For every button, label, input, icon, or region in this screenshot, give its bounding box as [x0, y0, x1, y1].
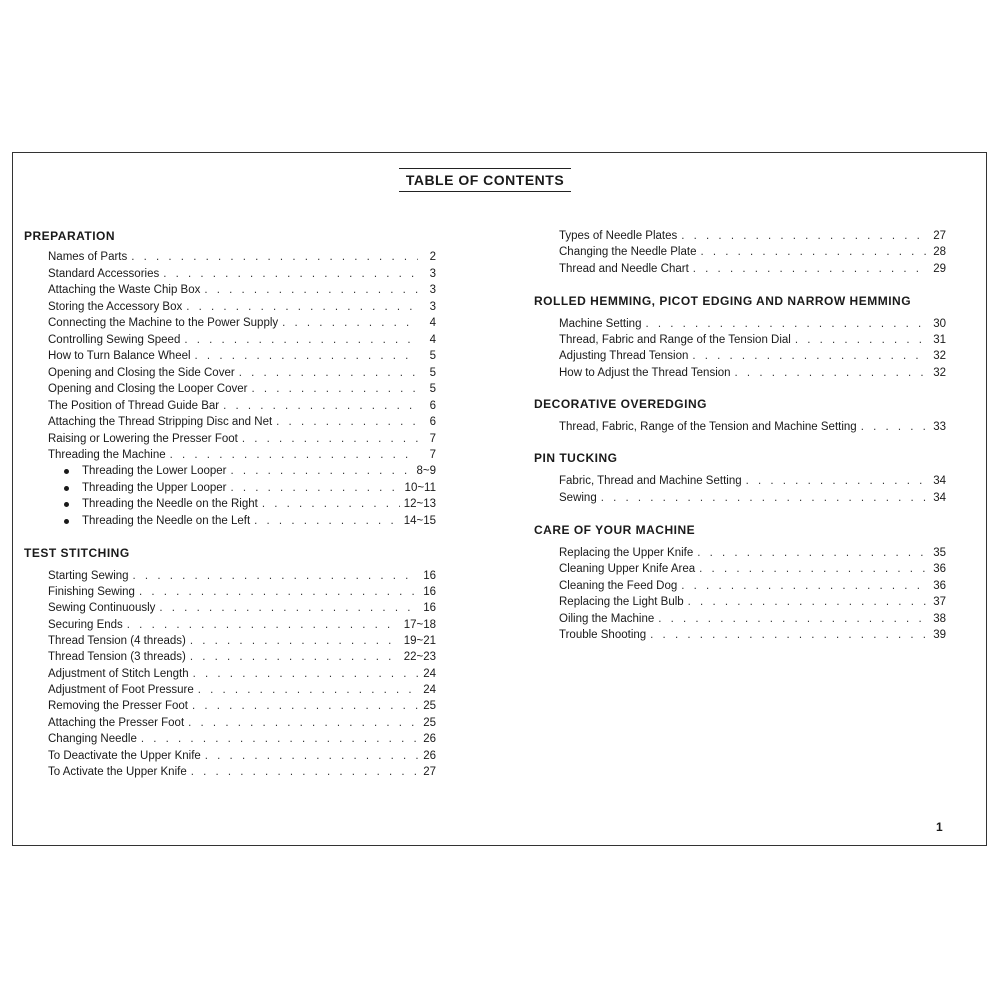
toc-entry	[48, 568, 436, 584]
entry-label: Opening and Closing the Side Cover	[48, 367, 235, 379]
toc-entry	[48, 332, 436, 348]
entry-label: Sewing	[559, 492, 597, 504]
entry-page: 3	[429, 284, 436, 296]
toc-entry	[48, 666, 436, 682]
entry-label: Oiling the Machine	[559, 613, 655, 625]
dot-leader	[645, 316, 928, 332]
entry-label: Connecting the Machine to the Power Supply	[48, 317, 279, 329]
entry-label: Changing the Needle Plate	[559, 246, 697, 258]
toc-entry	[82, 496, 436, 512]
toc-entry	[48, 764, 436, 780]
dot-leader	[746, 473, 928, 489]
dot-leader	[204, 282, 418, 298]
entry-label: How to Turn Balance Wheel	[48, 350, 191, 362]
bullet-icon	[64, 519, 69, 524]
dot-leader	[688, 594, 928, 610]
dot-leader	[650, 627, 928, 643]
dot-leader	[195, 348, 418, 364]
entry-page: 12~13	[403, 498, 436, 510]
toc-entry	[559, 473, 946, 489]
dot-leader	[141, 731, 418, 747]
section-heading-pin-tucking: PIN TUCKING	[534, 451, 618, 465]
entry-page: 28	[933, 246, 946, 258]
entry-page: 6	[429, 400, 436, 412]
entry-label: How to Adjust the Thread Tension	[559, 367, 731, 379]
entry-label: Securing Ends	[48, 619, 123, 631]
bullet-icon	[64, 469, 69, 474]
entry-page: 34	[933, 475, 946, 487]
dot-leader	[188, 715, 418, 731]
entry-label: Attaching the Presser Foot	[48, 717, 185, 729]
toc-entry	[48, 414, 436, 430]
toc-entry	[48, 398, 436, 414]
entry-page: 39	[933, 629, 946, 641]
entry-page: 6	[429, 416, 436, 428]
toc-entry	[559, 594, 946, 610]
toc-entry	[82, 513, 436, 529]
dot-leader	[861, 419, 928, 435]
dot-leader	[681, 578, 928, 594]
dot-leader	[658, 611, 928, 627]
section-heading-rolled-hemming: ROLLED HEMMING, PICOT EDGING AND NARROW HEMMING	[534, 294, 912, 308]
toc-entry	[48, 731, 436, 747]
entry-page: 7	[429, 449, 436, 461]
dot-leader	[231, 480, 401, 496]
dot-leader	[795, 332, 928, 348]
entry-page: 31	[933, 334, 946, 346]
entry-label: Opening and Closing the Looper Cover	[48, 383, 248, 395]
entry-label: Starting Sewing	[48, 570, 129, 582]
toc-entry	[559, 419, 946, 435]
entry-label: Cleaning the Feed Dog	[559, 580, 678, 592]
dot-leader	[127, 617, 400, 633]
dot-leader	[276, 414, 418, 430]
entry-page: 36	[933, 563, 946, 575]
dot-leader	[735, 365, 928, 381]
bullet-icon	[64, 486, 69, 491]
entry-page: 10~11	[404, 482, 436, 494]
toc-entry	[559, 627, 946, 643]
entry-label: Types of Needle Plates	[559, 230, 678, 242]
entry-label: Replacing the Light Bulb	[559, 596, 684, 608]
dot-leader	[601, 490, 928, 506]
dot-leader	[693, 261, 928, 277]
entry-label: Raising or Lowering the Presser Foot	[48, 433, 238, 445]
entry-label: The Position of Thread Guide Bar	[48, 400, 220, 412]
dot-leader	[191, 764, 418, 780]
dot-leader	[282, 315, 418, 331]
entry-label: Adjustment of Stitch Length	[48, 668, 189, 680]
section-heading-preparation: PREPARATION	[24, 229, 116, 243]
dot-leader	[190, 633, 400, 649]
toc-entry	[559, 244, 946, 260]
toc-entry	[48, 299, 436, 315]
entry-page: 22~23	[403, 651, 436, 663]
page-number: 1	[936, 820, 943, 834]
entry-label: Threading the Needle on the Left	[82, 515, 251, 527]
toc-entry	[48, 348, 436, 364]
toc-entry	[48, 682, 436, 698]
entry-label: Threading the Machine	[48, 449, 166, 461]
dot-leader	[223, 398, 418, 414]
toc-entry	[559, 261, 946, 277]
toc-entry	[48, 431, 436, 447]
dot-leader	[205, 748, 418, 764]
toc-entry	[48, 617, 436, 633]
toc-entry	[48, 381, 436, 397]
entry-page: 24	[423, 684, 436, 696]
section-heading-decorative-overedging: DECORATIVE OVEREDGING	[534, 397, 707, 411]
dot-leader	[170, 447, 418, 463]
entry-page: 8~9	[416, 465, 436, 477]
entry-page: 32	[933, 350, 946, 362]
entry-page: 38	[933, 613, 946, 625]
entry-page: 24	[423, 668, 436, 680]
entry-label: Thread, Fabric, Range of the Tension and Machine Setting	[559, 421, 857, 433]
bullet-icon	[64, 502, 69, 507]
toc-entry	[48, 315, 436, 331]
entry-page: 7	[429, 433, 436, 445]
page-title: TABLE OF CONTENTS	[399, 168, 571, 192]
entry-label: Attaching the Thread Stripping Disc and Net	[48, 416, 273, 428]
dot-leader	[700, 244, 928, 260]
entry-label: Cleaning Upper Knife Area	[559, 563, 696, 575]
dot-leader	[131, 249, 418, 265]
entry-label: Standard Accessories	[48, 268, 160, 280]
section-heading-care: CARE OF YOUR MACHINE	[534, 523, 696, 537]
entry-page: 3	[429, 301, 436, 313]
toc-entry	[48, 584, 436, 600]
entry-page: 5	[429, 350, 436, 362]
toc-entry	[559, 316, 946, 332]
entry-page: 27	[423, 766, 436, 778]
entry-label: Changing Needle	[48, 733, 137, 745]
dot-leader	[254, 513, 400, 529]
dot-leader	[251, 381, 418, 397]
toc-entry	[48, 649, 436, 665]
toc-entry	[559, 578, 946, 594]
dot-leader	[133, 568, 418, 584]
entry-label: Storing the Accessory Box	[48, 301, 183, 313]
section-heading-test-stitching: TEST STITCHING	[24, 546, 130, 560]
toc-entry	[48, 282, 436, 298]
entry-label: Names of Parts	[48, 251, 128, 263]
dot-leader	[699, 561, 928, 577]
dot-leader	[242, 431, 418, 447]
entry-label: Fabric, Thread and Machine Setting	[559, 475, 742, 487]
entry-page: 19~21	[403, 635, 436, 647]
entry-page: 26	[423, 750, 436, 762]
entry-page: 36	[933, 580, 946, 592]
entry-label: Thread and Needle Chart	[559, 263, 689, 275]
entry-page: 27	[933, 230, 946, 242]
dot-leader	[192, 698, 418, 714]
entry-label: Replacing the Upper Knife	[559, 547, 694, 559]
dot-leader	[190, 649, 400, 665]
entry-page: 4	[429, 317, 436, 329]
toc-entry	[559, 348, 946, 364]
toc-entry	[48, 365, 436, 381]
entry-page: 29	[933, 263, 946, 275]
entry-label: Sewing Continuously	[48, 602, 156, 614]
entry-label: Adjusting Thread Tension	[559, 350, 689, 362]
entry-page: 16	[423, 602, 436, 614]
toc-entry	[48, 698, 436, 714]
toc-entry	[559, 490, 946, 506]
entry-label: Controlling Sewing Speed	[48, 334, 181, 346]
toc-entry	[559, 332, 946, 348]
dot-leader	[193, 666, 418, 682]
dot-leader	[139, 584, 418, 600]
toc-entry	[559, 611, 946, 627]
entry-page: 33	[933, 421, 946, 433]
entry-page: 26	[423, 733, 436, 745]
entry-label: Thread Tension (3 threads)	[48, 651, 186, 663]
entry-label: Threading the Needle on the Right	[82, 498, 258, 510]
entry-page: 17~18	[403, 619, 436, 631]
entry-page: 25	[423, 700, 436, 712]
entry-page: 35	[933, 547, 946, 559]
entry-page: 32	[933, 367, 946, 379]
entry-page: 25	[423, 717, 436, 729]
entry-page: 16	[423, 570, 436, 582]
entry-label: Trouble Shooting	[559, 629, 647, 641]
toc-entry	[48, 600, 436, 616]
entry-label: Threading the Upper Looper	[82, 482, 227, 494]
entry-page: 14~15	[403, 515, 436, 527]
entry-page: 30	[933, 318, 946, 330]
entry-page: 16	[423, 586, 436, 598]
entry-page: 3	[429, 268, 436, 280]
dot-leader	[239, 365, 418, 381]
toc-entry	[559, 545, 946, 561]
toc-entry	[48, 633, 436, 649]
entry-label: Attaching the Waste Chip Box	[48, 284, 201, 296]
entry-label: Threading the Lower Looper	[82, 465, 227, 477]
entry-label: Finishing Sewing	[48, 586, 135, 598]
toc-entry	[559, 365, 946, 381]
entry-page: 2	[429, 251, 436, 263]
dot-leader	[231, 463, 413, 479]
entry-label: To Activate the Upper Knife	[48, 766, 187, 778]
dot-leader	[198, 682, 418, 698]
dot-leader	[159, 600, 418, 616]
dot-leader	[692, 348, 928, 364]
dot-leader	[697, 545, 928, 561]
entry-page: 5	[429, 367, 436, 379]
entry-label: To Deactivate the Upper Knife	[48, 750, 201, 762]
toc-entry	[559, 561, 946, 577]
toc-entry	[48, 266, 436, 282]
entry-page: 5	[429, 383, 436, 395]
dot-leader	[262, 496, 400, 512]
dot-leader	[186, 299, 418, 315]
toc-entry	[559, 228, 946, 244]
toc-entry	[82, 480, 436, 496]
toc-entry	[48, 748, 436, 764]
entry-label: Adjustment of Foot Pressure	[48, 684, 194, 696]
entry-label: Thread Tension (4 threads)	[48, 635, 186, 647]
toc-entry	[48, 249, 436, 265]
entry-page: 4	[429, 334, 436, 346]
toc-entry	[48, 447, 436, 463]
toc-entry	[48, 715, 436, 731]
entry-label: Machine Setting	[559, 318, 642, 330]
entry-page: 34	[933, 492, 946, 504]
dot-leader	[163, 266, 418, 282]
entry-label: Thread, Fabric and Range of the Tension Dial	[559, 334, 791, 346]
entry-label: Removing the Presser Foot	[48, 700, 188, 712]
entry-page: 37	[933, 596, 946, 608]
dot-leader	[681, 228, 928, 244]
toc-entry	[82, 463, 436, 479]
dot-leader	[184, 332, 418, 348]
